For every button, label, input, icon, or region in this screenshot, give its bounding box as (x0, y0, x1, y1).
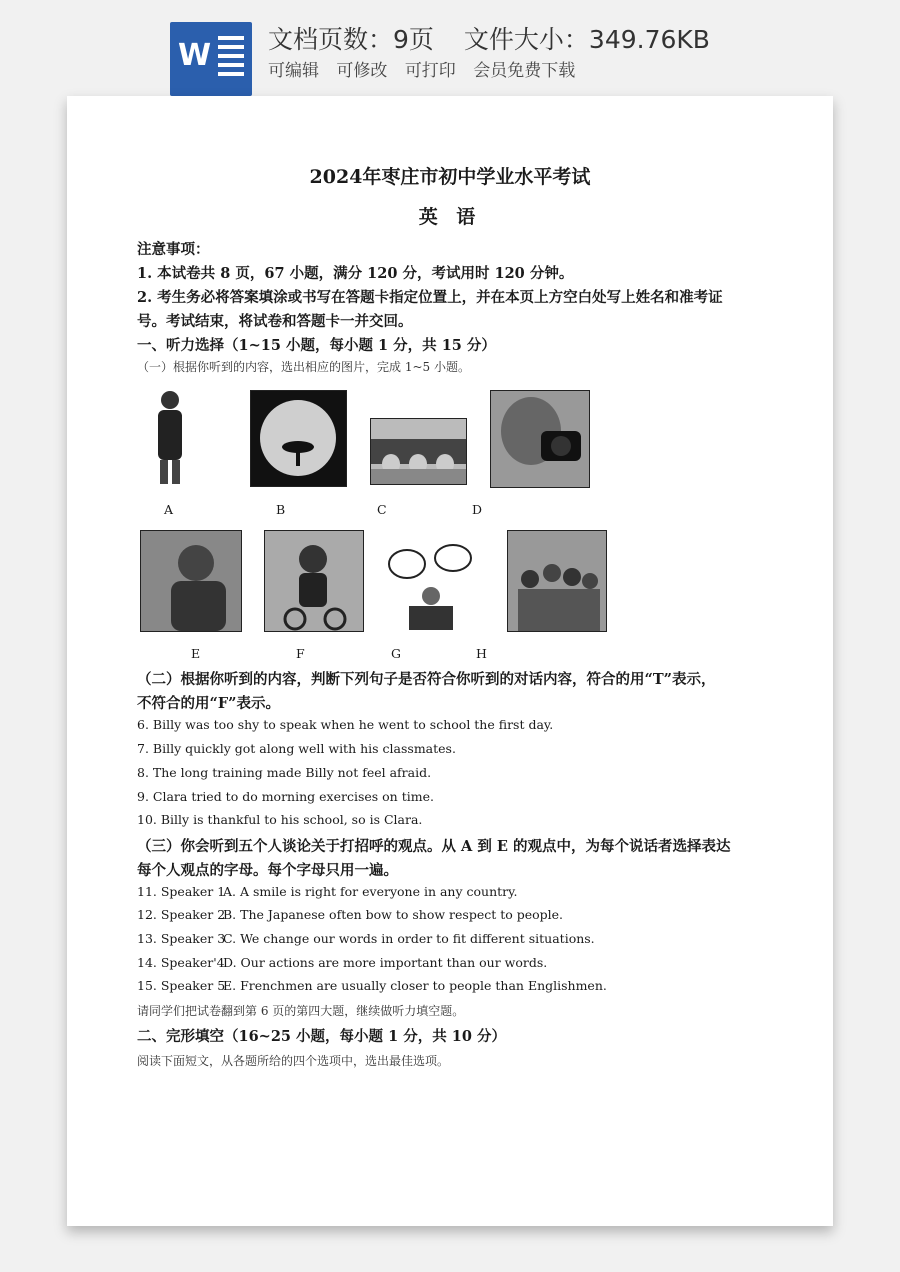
picture-label-e: E (191, 646, 201, 661)
speaker-option: A. A smile is right for everyone in any country. (223, 884, 518, 899)
picture-label-d: D (472, 502, 483, 517)
speaker-option: D. Our actions are more important than our words. (223, 955, 548, 970)
speaker-label: 14. Speaker'4 (137, 955, 225, 970)
notice-item-2-line-2: 号。考试结束，将试卷和答题卡一并交回。 (137, 313, 413, 330)
speaker-row-14 (137, 955, 547, 970)
speaker-label: 12. Speaker 2 (137, 907, 226, 922)
feature-modifiable: 可修改 (336, 61, 388, 81)
download-banner (0, 0, 900, 100)
exam-subject: 英 语 (418, 206, 482, 228)
tf-item-10: 10. Billy is thankful to his school, so is Clara. (137, 812, 423, 827)
picture-b-moon-tree (250, 390, 347, 487)
file-size: 文件大小：349.76KB (463, 25, 710, 54)
part-2-instruction-line-1: （二）根据你听到的内容，判断下列句子是否符合你听到的对话内容，符合的用“T”表示， (137, 671, 716, 688)
section-1-title: 一、听力选择（1~15 小题，每小题 1 分，共 15 分） (137, 337, 496, 354)
picture-d-photographer (490, 390, 590, 488)
notice-heading: 注意事项： (137, 241, 210, 258)
speaker-label: 15. Speaker 5 (137, 978, 226, 993)
exam-title: 2024年枣庄市初中学业水平考试 (309, 166, 591, 188)
picture-h-family-group (507, 530, 607, 632)
tf-item-8: 8. The long training made Billy not feel afraid. (137, 765, 432, 780)
part-1-instruction: （一）根据你听到的内容，选出相应的图片，完成 1~5 小题。 (137, 360, 470, 374)
speaker-label: 13. Speaker 3 (137, 931, 226, 946)
speaker-option: E. Frenchmen are usually closer to people than Englishmen. (223, 978, 607, 993)
picture-c-stone-bridge (370, 418, 467, 485)
file-info (268, 20, 710, 56)
speaker-option: B. The Japanese often bow to show respect to people. (223, 907, 564, 922)
page-count: 文档页数：9页 (268, 25, 434, 54)
word-logo-letter: W (178, 38, 212, 73)
picture-label-f: F (296, 646, 305, 661)
notice-item-1: 1. 本试卷共 8 页，67 小题，满分 120 分，考试用时 120 分钟。 (137, 265, 574, 282)
word-document-icon (170, 22, 252, 96)
document-page (67, 96, 833, 1226)
speaker-row-13 (137, 931, 595, 946)
speaker-option: C. We change our words in order to fit different situations. (223, 931, 595, 946)
feature-printable: 可打印 (404, 61, 456, 81)
notice-item-2-line-1: 2. 考生务必将答案填涂或书写在答题卡指定位置上，并在本页上方空白处写上姓名和准考证 (137, 289, 723, 306)
picture-label-b: B (276, 502, 286, 517)
speaker-row-15 (137, 978, 607, 993)
picture-a-person-standing (140, 386, 200, 486)
section-2-instruction: 阅读下面短文，从各题所给的四个选项中，选出最佳选项。 (137, 1054, 450, 1068)
feature-editable: 可编辑 (268, 61, 319, 81)
feature-member-free: 会员免费下载 (473, 61, 576, 81)
part-3-instruction-line-2: 每个人观点的字母。每个字母只用一遍。 (137, 862, 398, 879)
tf-item-7: 7. Billy quickly got along well with his classmates. (137, 741, 456, 756)
tf-item-9: 9. Clara tried to do morning exercises on time. (137, 789, 434, 804)
picture-label-h: H (476, 646, 487, 661)
feature-list (268, 56, 587, 81)
picture-label-c: C (377, 502, 387, 517)
speaker-label: 11. Speaker 1 (137, 884, 226, 899)
picture-f-girl-cycling (264, 530, 364, 632)
tf-item-6: 6. Billy was too shy to speak when he went to school the first day. (137, 717, 554, 732)
part-2-instruction-line-2: 不符合的用“F”表示。 (137, 695, 280, 712)
picture-e-woman-smiling (140, 530, 242, 632)
speaker-row-11 (137, 884, 518, 899)
picture-label-a: A (164, 502, 174, 517)
turn-page-note: 请同学们把试卷翻到第 6 页的第四大题，继续做听力填空题。 (137, 1004, 465, 1018)
speaker-row-12 (137, 907, 563, 922)
picture-label-g: G (391, 646, 401, 661)
section-2-title: 二、完形填空（16~25 小题，每小题 1 分，共 10 分） (137, 1028, 507, 1045)
part-3-instruction-line-1: （三）你会听到五个人谈论关于打招呼的观点。从 A 到 E 的观点中，为每个说话者选择表达 (137, 838, 731, 855)
picture-g-cartoon-speech (385, 542, 477, 632)
